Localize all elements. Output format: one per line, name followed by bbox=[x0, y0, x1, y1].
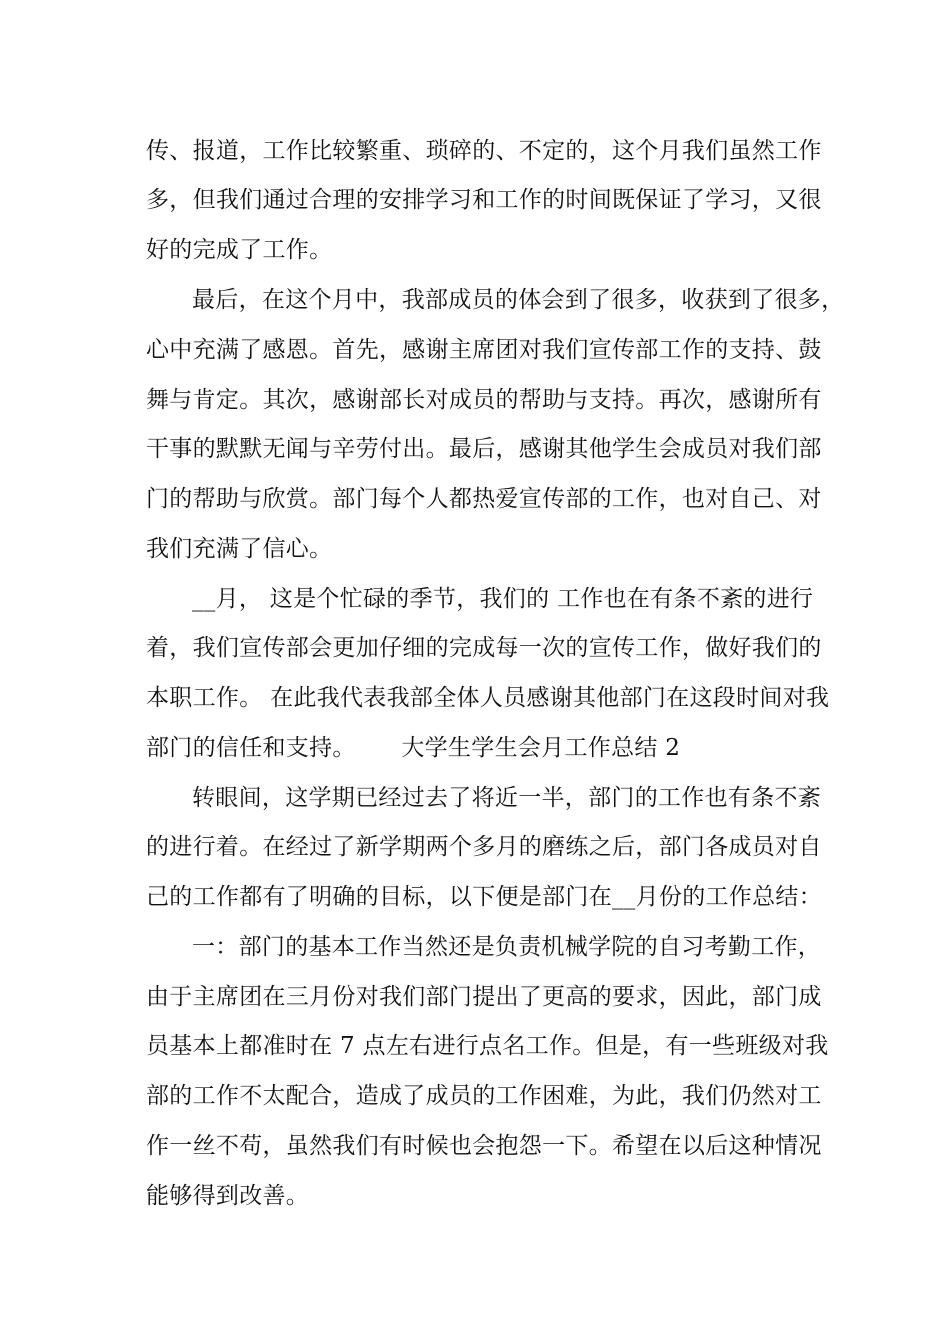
text-line: 能够得到改善。 bbox=[146, 1183, 310, 1209]
text-line: 门的帮助与欣赏。部门每个人都热爱宣传部的工作，也对自己、对 bbox=[146, 486, 822, 512]
paragraph-first-line: 转眼间，这学期已经过去了将近一半，部门的工作也有条不紊 bbox=[192, 785, 822, 811]
text-line: 我们充满了信心。 bbox=[146, 536, 333, 562]
text-line: 着，我们宣传部会更加仔细的完成每一次的宣传工作，做好我们的 bbox=[146, 635, 822, 661]
text-line: 的进行着。在经过了新学期两个多月的磨练之后，部门各成员对自 bbox=[146, 834, 822, 860]
text-line: 员基本上都准时在 7 点左右进行点名工作。但是，有一些班级对我 bbox=[146, 1033, 829, 1059]
text-line: 部的工作不太配合，造成了成员的工作困难，为此，我们仍然对工 bbox=[146, 1083, 822, 1109]
paragraph-first-line: __月， 这是个忙碌的季节，我们的 工作也在有条不紊的进行 bbox=[192, 586, 814, 612]
paragraph-first-line: 最后，在这个月中，我部成员的体会到了很多，收获到了很多， bbox=[192, 287, 845, 313]
text-line-with-section-title: 部门的信任和支持。 大学生学生会月工作总结 2 bbox=[146, 735, 681, 761]
text-line: 本职工作。 在此我代表我部全体人员感谢其他部门在这段时间对我 bbox=[146, 685, 830, 711]
paragraph-first-line: 一：部门的基本工作当然还是负责机械学院的自习考勤工作， bbox=[192, 934, 822, 960]
text-line: 传、报道，工作比较繁重、琐碎的、不定的，这个月我们虽然工作 bbox=[146, 138, 822, 164]
text-line: 作一丝不苟，虽然我们有时候也会抱怨一下。希望在以后这种情况 bbox=[146, 1133, 822, 1159]
text-line: 己的工作都有了明确的目标，以下便是部门在__月份的工作总结： bbox=[146, 884, 822, 910]
text-line: 多，但我们通过合理的安排学习和工作的时间既保证了学习，又很 bbox=[146, 187, 822, 213]
text-line: 好的完成了工作。 bbox=[146, 237, 333, 263]
text-line: 心中充满了感恩。首先，感谢主席团对我们宣传部工作的支持、鼓 bbox=[146, 337, 822, 363]
text-line: 由于主席团在三月份对我们部门提出了更高的要求，因此，部门成 bbox=[146, 984, 822, 1010]
text-line: 舞与肯定。其次，感谢部长对成员的帮助与支持。再次，感谢所有 bbox=[146, 387, 822, 413]
text-line: 干事的默默无闻与辛劳付出。最后，感谢其他学生会成员对我们部 bbox=[146, 436, 822, 462]
